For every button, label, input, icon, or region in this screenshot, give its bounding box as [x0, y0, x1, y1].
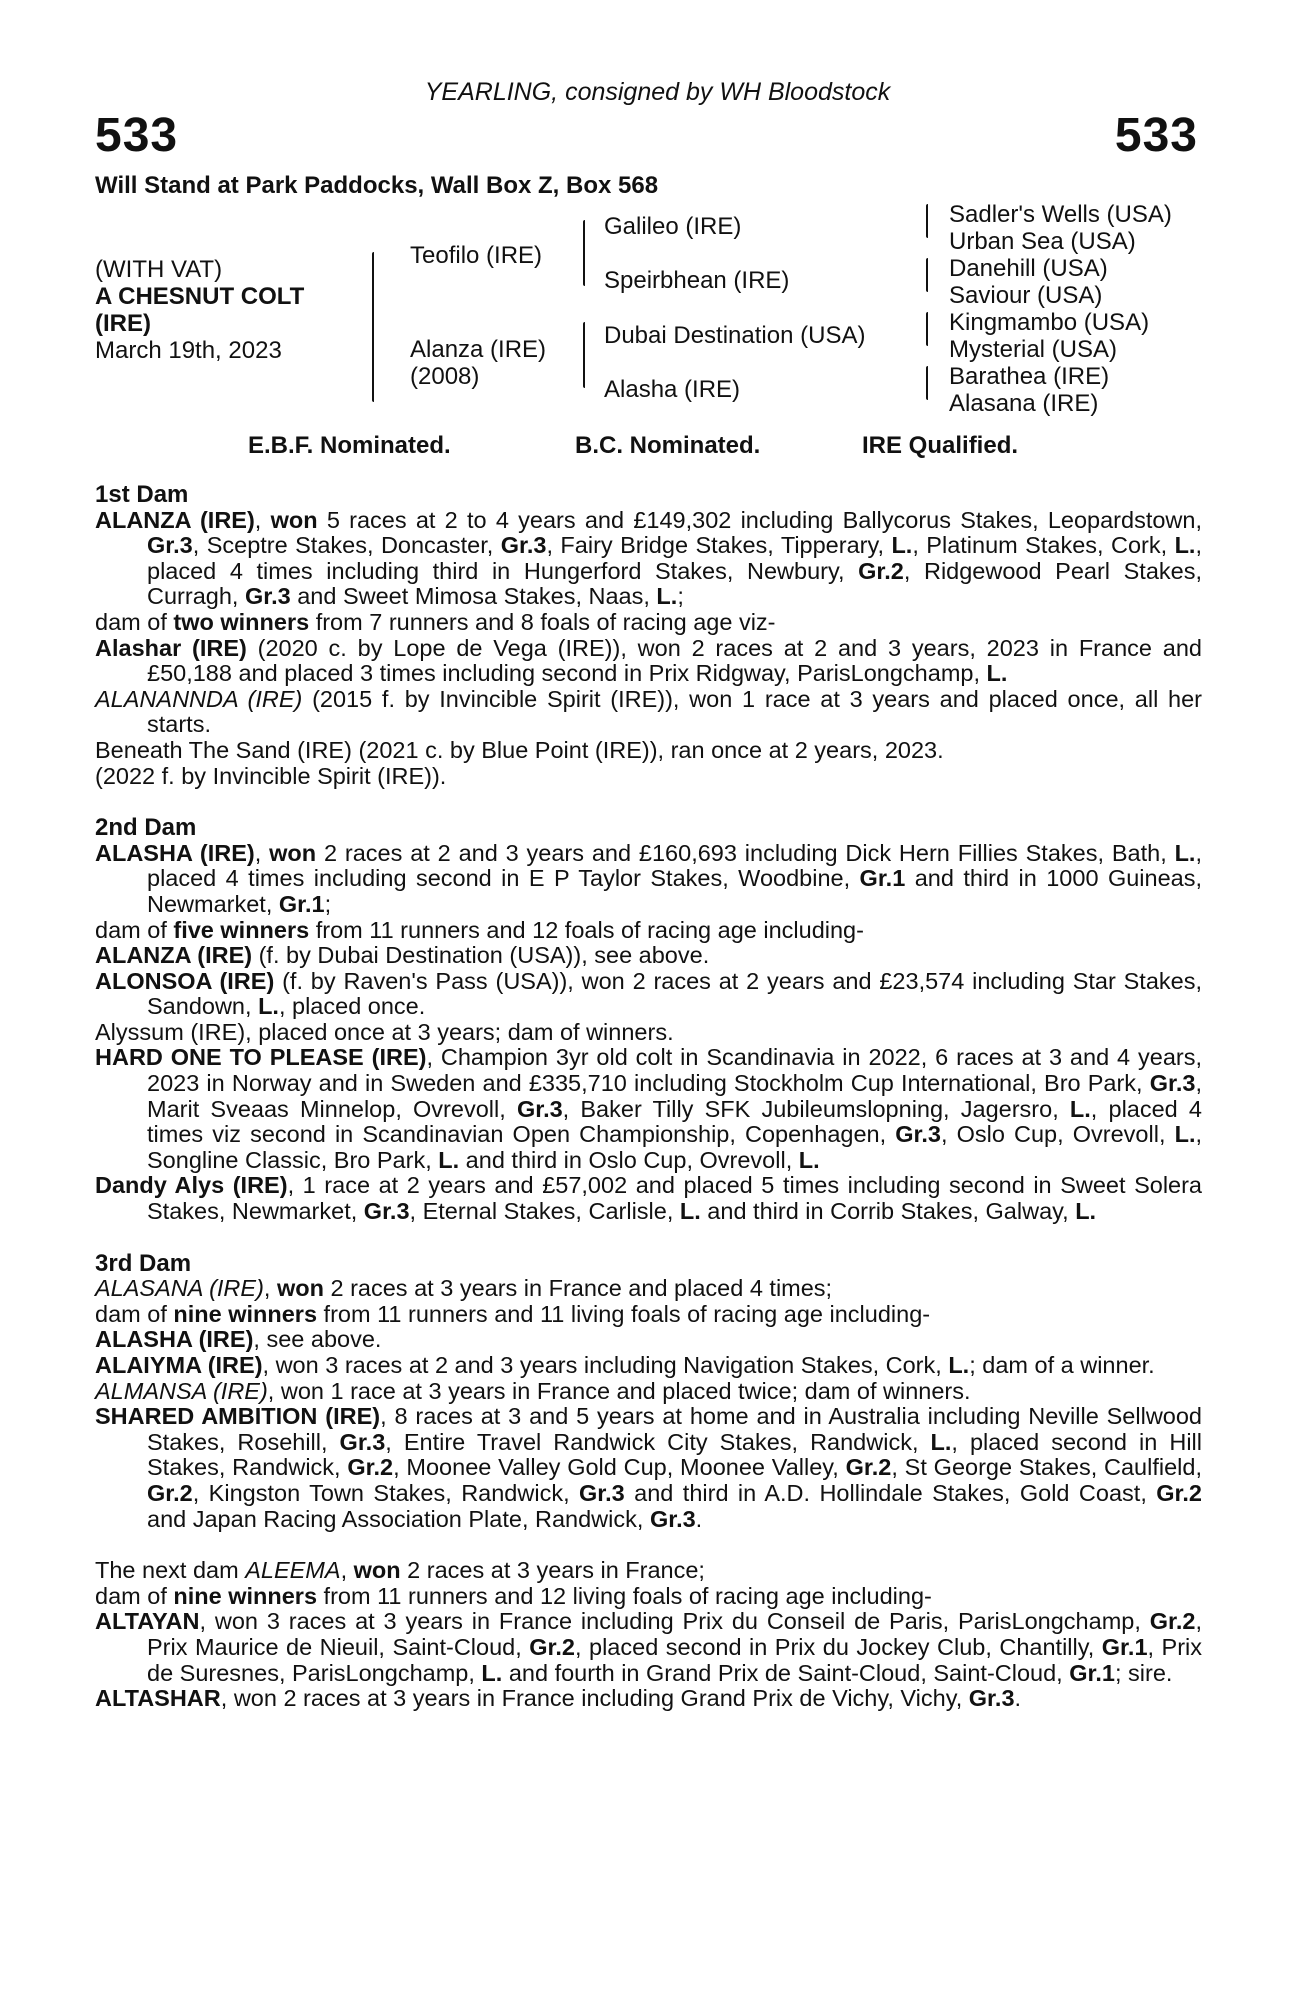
text-run: ; sire.: [1114, 1659, 1173, 1686]
offspring-entry: [95, 687, 1202, 738]
text-run: ,: [263, 1275, 277, 1302]
text-run: , won 2 races at 3 years in France including Grand Prix de Vichy, Vichy,: [220, 1685, 969, 1712]
text-run: from 11 runners and 12 living foals of racing age including-: [317, 1582, 932, 1609]
dam: Alanza (IRE): [410, 336, 547, 363]
pedigree-brace: [926, 204, 928, 238]
ancestor-g3: Danehill (USA): [949, 255, 1108, 282]
text-run: , placed second in Hill Stakes, Randwick,: [147, 1428, 1202, 1481]
text-run: (2015 f. by Invincible Spirit (IRE)), won 1 race at 3 years and placed once, all her starts.: [147, 685, 1202, 738]
first-dam-record: [95, 508, 1202, 610]
offspring-entry: Alyssum (IRE), placed once at 3 years; dam of winners.: [95, 1018, 674, 1045]
text-run: Gr.3: [244, 583, 291, 610]
text-run: 2 races at 3 years in France and placed 4 times;: [323, 1275, 833, 1302]
text-run: , Moonee Valley Gold Cup, Moonee Valley,: [393, 1454, 846, 1481]
text-run: ,: [254, 506, 271, 533]
text-run: SHARED AMBITION (IRE): [95, 1403, 381, 1430]
text-run: (f. by Raven's Pass (USA)), won 2 races at 2 years and £23,574 including Star Stakes, Sandown,: [147, 967, 1202, 1020]
text-run: , placed once.: [278, 993, 426, 1020]
text-run: and Sweet Mimosa Stakes, Naas,: [290, 583, 657, 610]
text-run: and third in Oslo Cup, Ovrevoll,: [459, 1146, 799, 1173]
text-run: , Marit Sveaas Minnelop, Ovrevoll,: [147, 1070, 1202, 1122]
text-run: , 8 races at 3 and 5 years at home and in Australia including Neville Sellwood Stakes, Rosehill,: [147, 1403, 1202, 1455]
text-run: ;: [324, 890, 332, 917]
text-run: won: [270, 506, 318, 533]
text-run: dam of: [95, 1582, 174, 1609]
stand-info: Will Stand at Park Paddocks, Wall Box Z, Box 568: [95, 172, 659, 199]
text-run: L.: [1174, 1121, 1196, 1148]
offspring-entry: [95, 636, 1202, 687]
text-run: ALMANSA (IRE): [95, 1377, 268, 1404]
text-run: nine winners: [173, 1582, 318, 1609]
text-run: (2020 c. by Lope de Vega (IRE)), won 2 races at 2 and 3 years, 2023 in France and £50,188 and placed 3 times including second in Prix Ridgway, ParisLongchamp,: [147, 634, 1202, 687]
dam-name: ALANZA (IRE): [95, 506, 255, 533]
text-run: , won 1 race at 3 years in France and placed twice; dam of winners.: [267, 1377, 971, 1404]
text-run: ALONSOA (IRE): [95, 967, 275, 994]
sire-sire: Galileo (IRE): [604, 213, 742, 240]
text-run: Gr.3: [1149, 1070, 1196, 1097]
text-run: Gr.3: [339, 1428, 386, 1455]
text-run: , Eternal Stakes, Carlisle,: [409, 1198, 680, 1225]
text-run: , placed 4 times including third in Hungerford Stakes, Newbury,: [147, 532, 1202, 584]
text-run: L.: [986, 660, 1008, 687]
text-run: L.: [1174, 839, 1196, 866]
text-run: Dandy Alys (IRE): [95, 1172, 288, 1199]
first-dam-heading: 1st Dam: [95, 481, 189, 508]
text-run: Gr.2: [147, 1479, 193, 1506]
text-run: L.: [1069, 1095, 1091, 1122]
text-run: , Kingston Town Stakes, Randwick,: [192, 1479, 580, 1506]
sire: Teofilo (IRE): [410, 242, 543, 269]
text-run: Gr.3: [579, 1479, 625, 1506]
text-run: and third in 1000 Guineas, Newmarket,: [147, 865, 1202, 917]
text-run: and third in A.D. Hollindale Stakes, Gold Coast,: [624, 1479, 1157, 1506]
third-dam-produce-summary: [95, 1302, 1202, 1328]
text-run: , won 3 races at 2 and 3 years including Navigation Stakes, Cork,: [262, 1352, 949, 1378]
fourth-dam-record: [95, 1558, 1202, 1584]
text-run: ALTAYAN: [95, 1608, 200, 1635]
offspring-entry: [95, 1686, 1202, 1712]
pedigree-brace: [926, 366, 928, 400]
text-run: , won 3 races at 3 years in France including Prix du Conseil de Paris, ParisLongchamp,: [199, 1608, 1150, 1635]
third-dam-record: [95, 1276, 1202, 1302]
text-run: L.: [891, 532, 913, 559]
ancestor-g4: Saviour (USA): [949, 282, 1103, 309]
text-run: won: [353, 1557, 401, 1584]
text-run: two winners: [173, 608, 310, 635]
bc-nomination: B.C. Nominated.: [575, 432, 761, 459]
text-run: Alashar (IRE): [95, 634, 247, 661]
ancestor-g8: Alasana (IRE): [949, 390, 1099, 417]
text-run: and third in Corrib Stakes, Galway,: [700, 1198, 1076, 1225]
text-run: ALANANNDA (IRE): [95, 685, 303, 712]
text-run: , Prix de Suresnes, ParisLongchamp,: [147, 1633, 1203, 1686]
dam-dam: Alasha (IRE): [604, 376, 741, 403]
text-run: L.: [258, 993, 279, 1020]
second-dam-produce-summary: [95, 918, 1202, 944]
pedigree-brace: [372, 252, 374, 402]
text-run: , Prix Maurice de Nieuil, Saint-Cloud,: [147, 1608, 1202, 1660]
sire-dam: Speirbhean (IRE): [604, 267, 790, 294]
text-run: HARD ONE TO PLEASE (IRE): [95, 1044, 427, 1071]
text-run: dam of: [95, 1300, 174, 1327]
pedigree-brace: [583, 220, 585, 286]
text-run: ,: [254, 839, 270, 866]
text-run: L.: [481, 1659, 503, 1686]
text-run: Gr.1: [278, 890, 325, 917]
text-run: The next dam: [95, 1557, 246, 1584]
text-run: Gr.2: [1149, 1608, 1196, 1635]
text-run: 5 races at 2 to 4 years and £149,302 including Ballycorus Stakes, Leopardstown,: [317, 506, 1203, 533]
text-run: ; dam of a winner.: [969, 1352, 1155, 1378]
third-dam-heading: 3rd Dam: [95, 1249, 192, 1277]
text-run: L.: [656, 583, 678, 610]
consignment-line: YEARLING, consigned by WH Bloodstock: [424, 78, 891, 106]
text-run: won: [269, 839, 317, 866]
produce-record: [95, 482, 1202, 1712]
pedigree-brace: [926, 312, 928, 346]
text-run: , Fairy Bridge Stakes, Tipperary,: [546, 532, 892, 559]
offspring-entry: [95, 943, 1202, 969]
text-run: L.: [438, 1146, 460, 1173]
text-run: 2 races at 3 years in France;: [400, 1557, 705, 1584]
text-run: L.: [798, 1146, 820, 1173]
vat-note: (WITH VAT): [95, 256, 223, 283]
text-run: L.: [1174, 532, 1196, 559]
text-run: L.: [948, 1352, 970, 1378]
text-run: Gr.3: [147, 532, 193, 559]
text-run: ALAIYMA (IRE): [95, 1352, 263, 1378]
text-run: Gr.3: [968, 1685, 1015, 1712]
first-dam-produce-summary: [95, 610, 1202, 636]
offspring-entry: [95, 1609, 1202, 1686]
text-run: , 1 race at 2 years and £57,002 and placed 5 times including second in Sweet Solera Stakes, Newmarket,: [147, 1172, 1202, 1225]
ire-qualified: IRE Qualified.: [862, 432, 1019, 459]
text-run: L.: [1075, 1198, 1097, 1225]
ancestor-g5: Kingmambo (USA): [949, 309, 1150, 336]
text-run: from 7 runners and 8 foals of racing age viz-: [309, 608, 776, 635]
text-run: ,: [340, 1557, 354, 1584]
text-run: .: [1014, 1685, 1022, 1712]
text-run: and Japan Racing Association Plate, Randwick,: [147, 1505, 650, 1532]
text-run: dam of: [95, 916, 174, 943]
text-run: L.: [930, 1428, 952, 1455]
offspring-entry: Beneath The Sand (IRE) (2021 c. by Blue Point (IRE)), ran once at 2 years, 2023.: [95, 736, 944, 763]
offspring-entry: [95, 1327, 1202, 1353]
text-run: Gr.3: [500, 532, 547, 559]
text-run: ALTASHAR: [95, 1685, 221, 1712]
second-dam-heading: 2nd Dam: [95, 814, 197, 842]
text-run: Gr.2: [529, 1633, 575, 1660]
text-run: ALASHA (IRE): [95, 1326, 254, 1353]
text-run: won: [276, 1275, 324, 1302]
text-run: ALEEMA: [245, 1557, 341, 1584]
text-run: Gr.3: [649, 1505, 696, 1532]
dam-year: (2008): [410, 363, 480, 390]
horse-name: A CHESNUT COLT: [95, 283, 305, 310]
grand-offspring-entry: [95, 1045, 1202, 1173]
text-run: (f. by Dubai Destination (USA)), see above.: [252, 942, 710, 969]
text-run: , Oslo Cup, Ovrevoll,: [940, 1121, 1175, 1148]
ancestor-g6: Mysterial (USA): [949, 336, 1118, 363]
text-run: Gr.1: [1069, 1659, 1115, 1686]
text-run: ;: [677, 583, 684, 610]
text-run: Gr.3: [895, 1121, 941, 1148]
ancestor-g7: Barathea (IRE): [949, 363, 1110, 390]
text-run: from 11 runners and 12 foals of racing age including-: [309, 916, 864, 943]
text-run: Gr.1: [1101, 1633, 1148, 1660]
offspring-entry: [95, 969, 1202, 1020]
text-run: , placed second in Prix du Jockey Club, Chantilly,: [575, 1633, 1102, 1660]
text-run: Gr.3: [516, 1095, 563, 1122]
text-run: , Songline Classic, Bro Park,: [147, 1121, 1203, 1173]
ancestor-g1: Sadler's Wells (USA): [949, 201, 1172, 228]
foaling-date: March 19th, 2023: [95, 337, 282, 364]
text-run: , Platinum Stakes, Cork,: [912, 532, 1175, 559]
grand-offspring-entry: [95, 1173, 1202, 1224]
text-run: 2 races at 2 and 3 years and £160,693 including Dick Hern Fillies Stakes, Bath,: [316, 839, 1175, 866]
text-run: Gr.2: [845, 1454, 892, 1481]
pedigree-brace: [926, 258, 928, 292]
text-run: and fourth in Grand Prix de Saint-Cloud, Saint-Cloud,: [502, 1659, 1070, 1686]
text-run: Gr.2: [858, 557, 904, 584]
dam-sire: Dubai Destination (USA): [604, 322, 866, 349]
text-run: from 11 runners and 11 living foals of racing age including-: [317, 1300, 931, 1327]
text-run: , St George Stakes, Caulfield,: [891, 1454, 1202, 1481]
offspring-entry: [95, 1379, 1202, 1405]
text-run: L.: [679, 1198, 701, 1225]
text-run: five winners: [173, 916, 310, 943]
text-run: , Entire Travel Randwick City Stakes, Randwick,: [385, 1428, 931, 1455]
ancestor-g2: Urban Sea (USA): [949, 228, 1136, 255]
fourth-dam-produce-summary: [95, 1584, 1202, 1610]
second-dam-record: [95, 841, 1202, 918]
lot-number-right: 533: [1114, 109, 1198, 162]
text-run: , placed 4 times including second in E P Taylor Stakes, Woodbine,: [147, 839, 1202, 892]
lot-number-left: 533: [95, 109, 179, 162]
text-run: dam of: [95, 608, 174, 635]
grand-offspring-entry: [95, 1404, 1202, 1532]
offspring-entry: (2022 f. by Invincible Spirit (IRE)).: [95, 762, 447, 789]
text-run: , Ridgewood Pearl Stakes, Curragh,: [147, 557, 1202, 610]
text-run: Gr.2: [1156, 1479, 1202, 1506]
ebf-nomination: E.B.F. Nominated.: [248, 432, 451, 459]
text-run: Gr.3: [363, 1198, 410, 1225]
pedigree-brace: [583, 322, 585, 388]
text-run: , Baker Tilly SFK Jubileumslopning, Jagersro,: [562, 1095, 1070, 1122]
text-run: Gr.2: [347, 1454, 394, 1481]
text-run: ALASHA (IRE): [95, 839, 255, 866]
offspring-entry: [95, 1353, 1202, 1379]
text-run: nine winners: [173, 1300, 318, 1327]
text-run: , Sceptre Stakes, Doncaster,: [192, 532, 501, 559]
text-run: , Champion 3yr old colt in Scandinavia in 2022, 6 races at 3 and 4 years, 2023 in Norway and in Sweden and £335,710 including Stockholm Cup International, Bro Park,: [147, 1044, 1202, 1097]
text-run: .: [695, 1505, 703, 1532]
text-run: , see above.: [253, 1326, 382, 1353]
horse-origin: (IRE): [95, 310, 151, 337]
text-run: , placed 4 times viz second in Scandinavian Open Championship, Copenhagen,: [147, 1095, 1202, 1148]
text-run: ALASANA (IRE): [95, 1275, 264, 1302]
text-run: ALANZA (IRE): [95, 942, 253, 969]
text-run: Gr.1: [859, 865, 906, 892]
